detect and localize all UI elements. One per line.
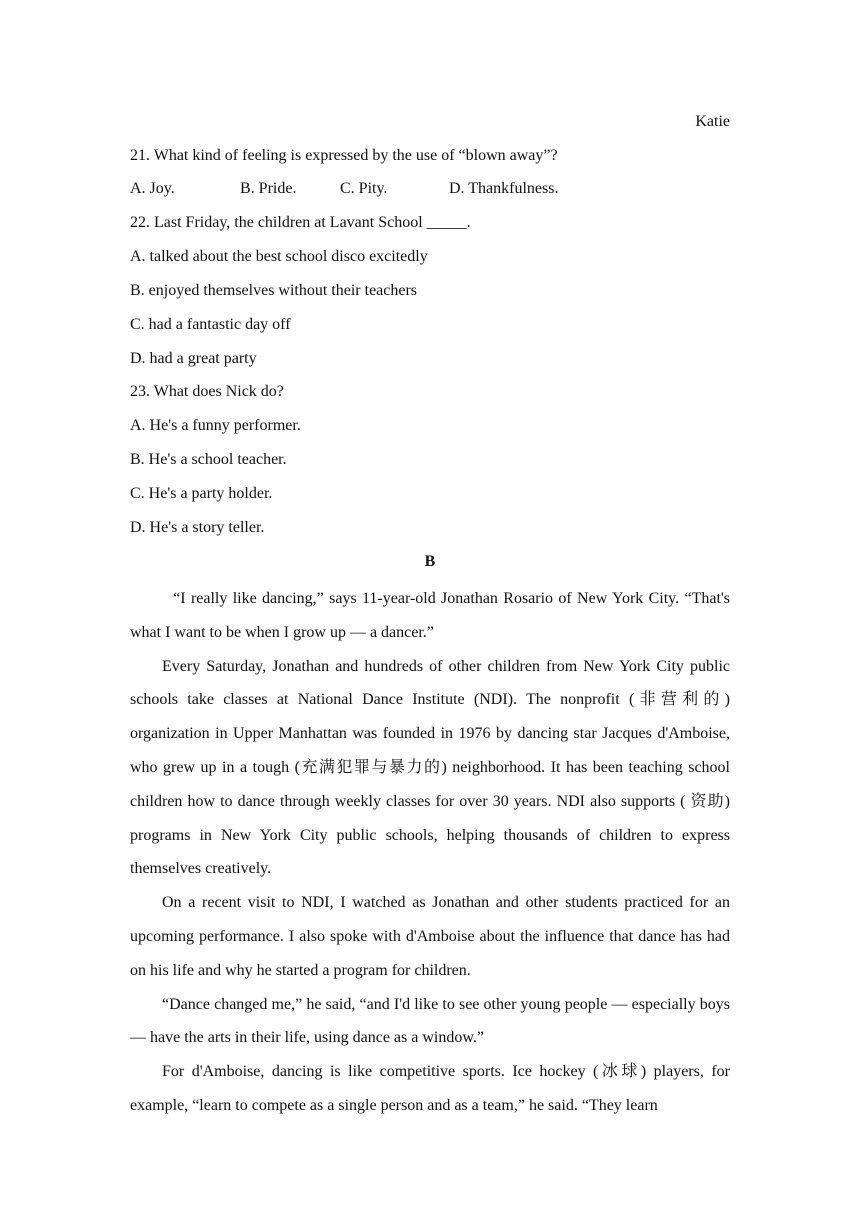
question-23-option-b: B. He's a school teacher. (130, 451, 287, 468)
passage-paragraph: Every Saturday, Jonathan and hundreds of other children from New York City public schools take classes at National Dance Institute (NDI). The nonprofit (非营利的) organization in Upper Manhattan was founded in 1976 by dancing star Jacques d'Amboise, who grew up in a tough (充满犯罪与暴力的) neighborhood. It has been teaching school children how to dance through weekly classes for over 30 years. NDI also supports ( 资助) programs in New York City public schools, helping thousands of children to express themselves creatively. (130, 657, 730, 878)
question-23-option-d: D. He's a story teller. (130, 519, 265, 536)
question-22-stem: 22. Last Friday, the children at Lavant School _____. (130, 214, 471, 231)
question-22-option-d: D. had a great party (130, 350, 257, 367)
passage-paragraph: For d'Amboise, dancing is like competitive sports. Ice hockey (冰球) players, for example, “learn to compete as a single person and as a team,” he said. “They learn (130, 1063, 730, 1114)
question-23-option-a: A. He's a funny performer. (130, 417, 301, 434)
question-21-options (130, 177, 740, 201)
reading-passage (130, 582, 730, 1123)
question-21-stem: 21. What kind of feeling is expressed by the use of “blown away”? (130, 147, 558, 164)
question-23-option-c: C. He's a party holder. (130, 485, 273, 502)
question-22-option-b: B. enjoyed themselves without their teachers (130, 282, 418, 299)
option-d: D. Thankfulness. (449, 180, 559, 197)
question-23-stem: 23. What does Nick do? (130, 383, 284, 400)
question-22-option-a: A. talked about the best school disco excitedly (130, 248, 428, 265)
section-heading: B (424, 553, 436, 570)
question-22-option-c: C. had a fantastic day off (130, 316, 291, 333)
passage-paragraph: On a recent visit to NDI, I watched as Jonathan and other students practiced for an upcoming performance. I also spoke with d'Amboise about the influence that dance has had on his life and why he started a program for children. (130, 894, 730, 979)
passage-paragraph: “I really like dancing,” says 11-year-old Jonathan Rosario of New York City. “That's what I want to be when I grow up — a dancer.” (130, 590, 730, 641)
option-a: A. Joy. (130, 180, 175, 197)
letter-signature: Katie (695, 113, 730, 130)
option-b: B. Pride. (240, 180, 297, 197)
option-c: C. Pity. (340, 180, 388, 197)
passage-paragraph: “Dance changed me,” he said, “and I'd like to see other young people — especially boys — have the arts in their life, using dance as a window.” (130, 995, 730, 1047)
